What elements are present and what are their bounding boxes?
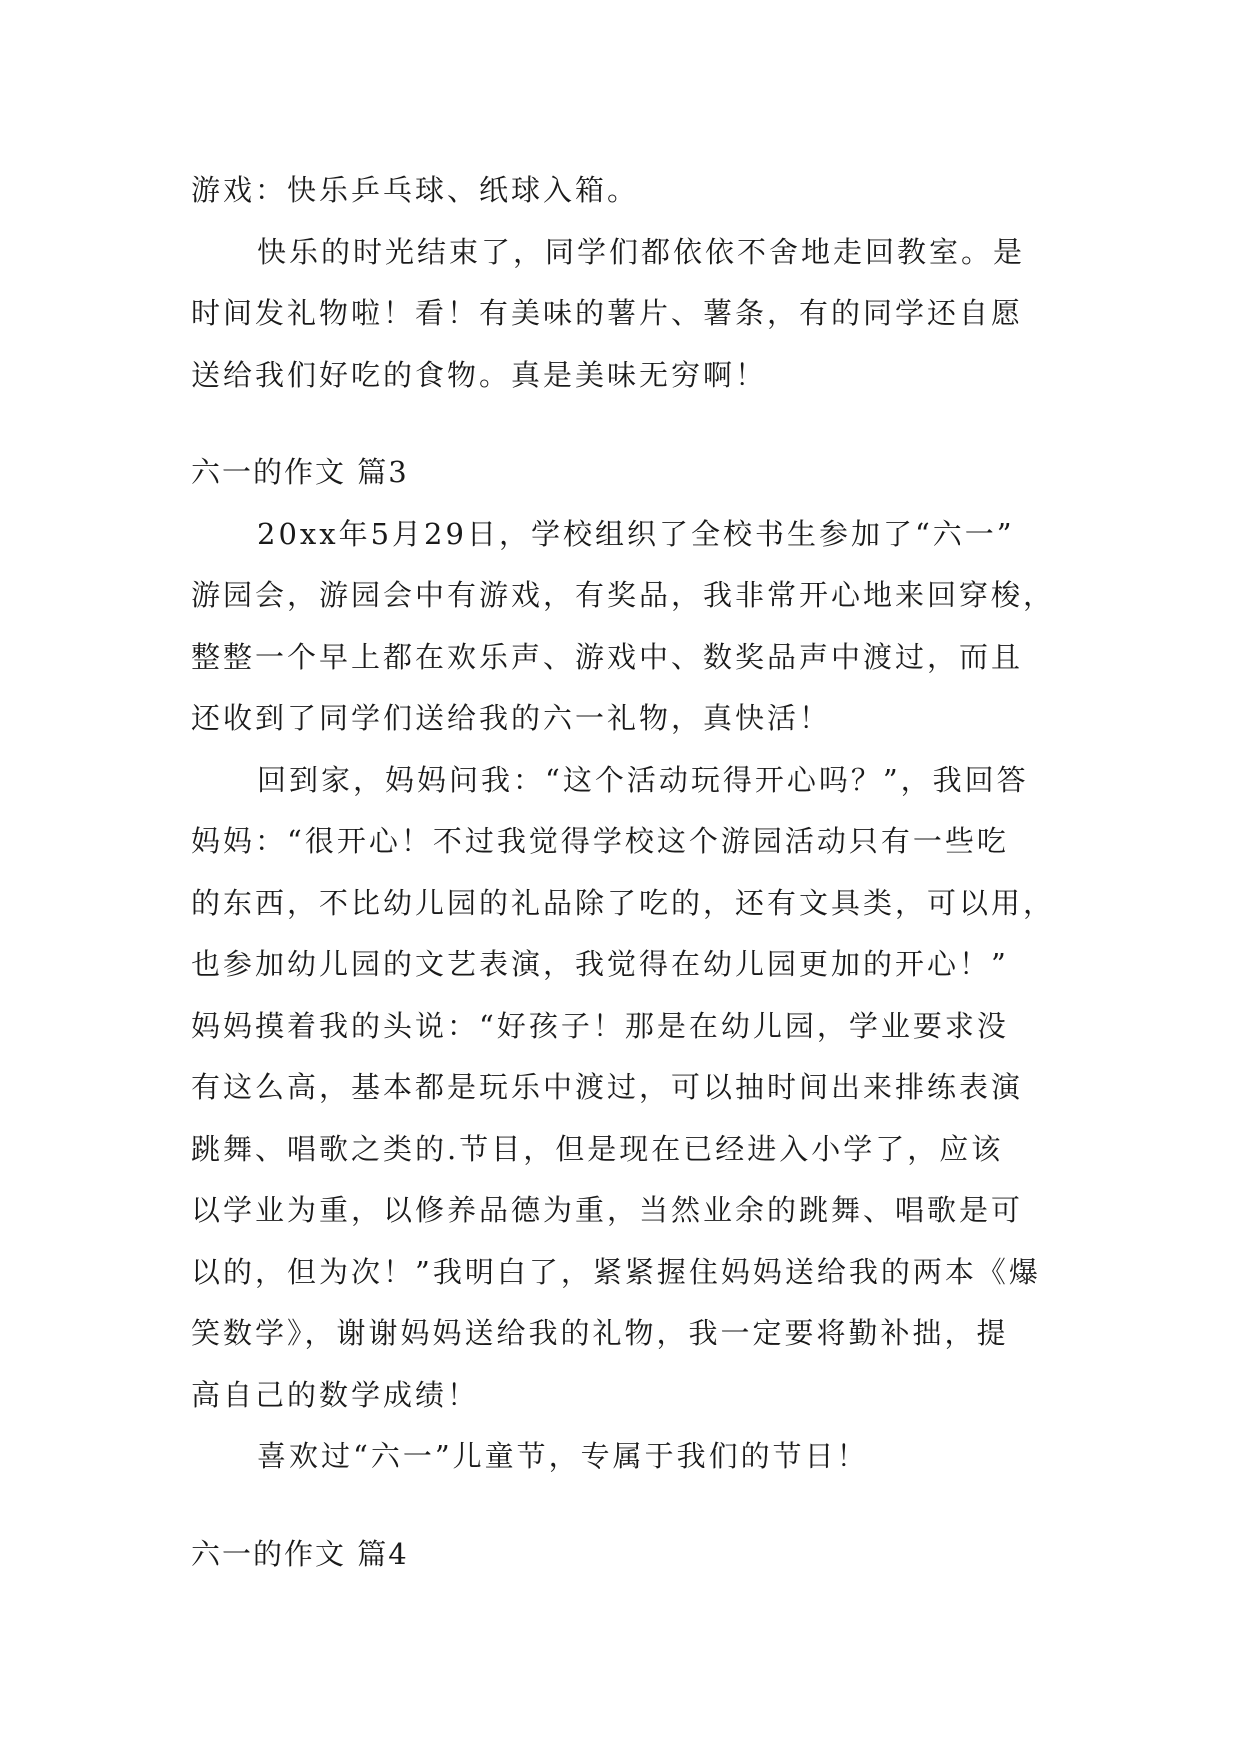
text-line: 游戏：快乐乒乓球、纸球入箱。	[191, 173, 640, 207]
text-line: 以学业为重，以修养品德为重，当然业余的跳舞、唱歌是可	[191, 1193, 1024, 1227]
text-line: 喜欢过“六一”儿童节，专属于我们的节日！	[257, 1439, 869, 1473]
text-line: 回到家，妈妈问我：“这个活动玩得开心吗？”，我回答	[257, 762, 1029, 797]
text-line: 笑数学》，谢谢妈妈送给我的礼物，我一定要将勤补拙，提	[191, 1316, 1009, 1350]
text-line: 送给我们好吃的食物。真是美味无穷啊！	[191, 357, 768, 392]
text-line: 还收到了同学们送给我的六一礼物，真快活！	[191, 701, 832, 735]
text-line: 时间发礼物啦！看！有美味的薯片、薯条，有的同学还自愿	[191, 296, 1024, 330]
text-line: 高自己的数学成绩！	[191, 1377, 480, 1412]
text-line: 妈妈：“很开心！不过我觉得学校这个游园活动只有一些吃	[191, 824, 1009, 858]
text-line: 游园会，游园会中有游戏，有奖品，我非常开心地来回穿梭，	[191, 578, 1056, 612]
text-line: 整整一个早上都在欢乐声、游戏中、数奖品声中渡过，而且	[191, 639, 1024, 674]
text-line: 的东西，不比幼儿园的礼品除了吃的，还有文具类，可以用，	[191, 885, 1056, 920]
text-line: 也参加幼儿园的文艺表演，我觉得在幼儿园更加的开心！”	[191, 947, 1009, 981]
section-heading: 六一的作文 篇4	[191, 1536, 409, 1571]
text-line: 快乐的时光结束了，同学们都依依不舍地走回教室。是	[257, 234, 1026, 269]
section-heading: 六一的作文 篇3	[191, 455, 409, 489]
document-page	[191, 160, 1056, 1585]
text-line: 跳舞、唱歌之类的.节目，但是现在已经进入小学了，应该	[191, 1131, 1004, 1166]
text-line: 以的，但为次！”我明白了，紧紧握住妈妈送给我的两本《爆	[191, 1254, 1041, 1289]
text-line: 有这么高，基本都是玩乐中渡过，可以抽时间出来排练表演	[191, 1070, 1024, 1104]
text-line: 20xx年5月29日，学校组织了全校书生参加了“六一”	[257, 516, 1015, 551]
text-line: 妈妈摸着我的头说：“好孩子！那是在幼儿园，学业要求没	[191, 1008, 1009, 1043]
